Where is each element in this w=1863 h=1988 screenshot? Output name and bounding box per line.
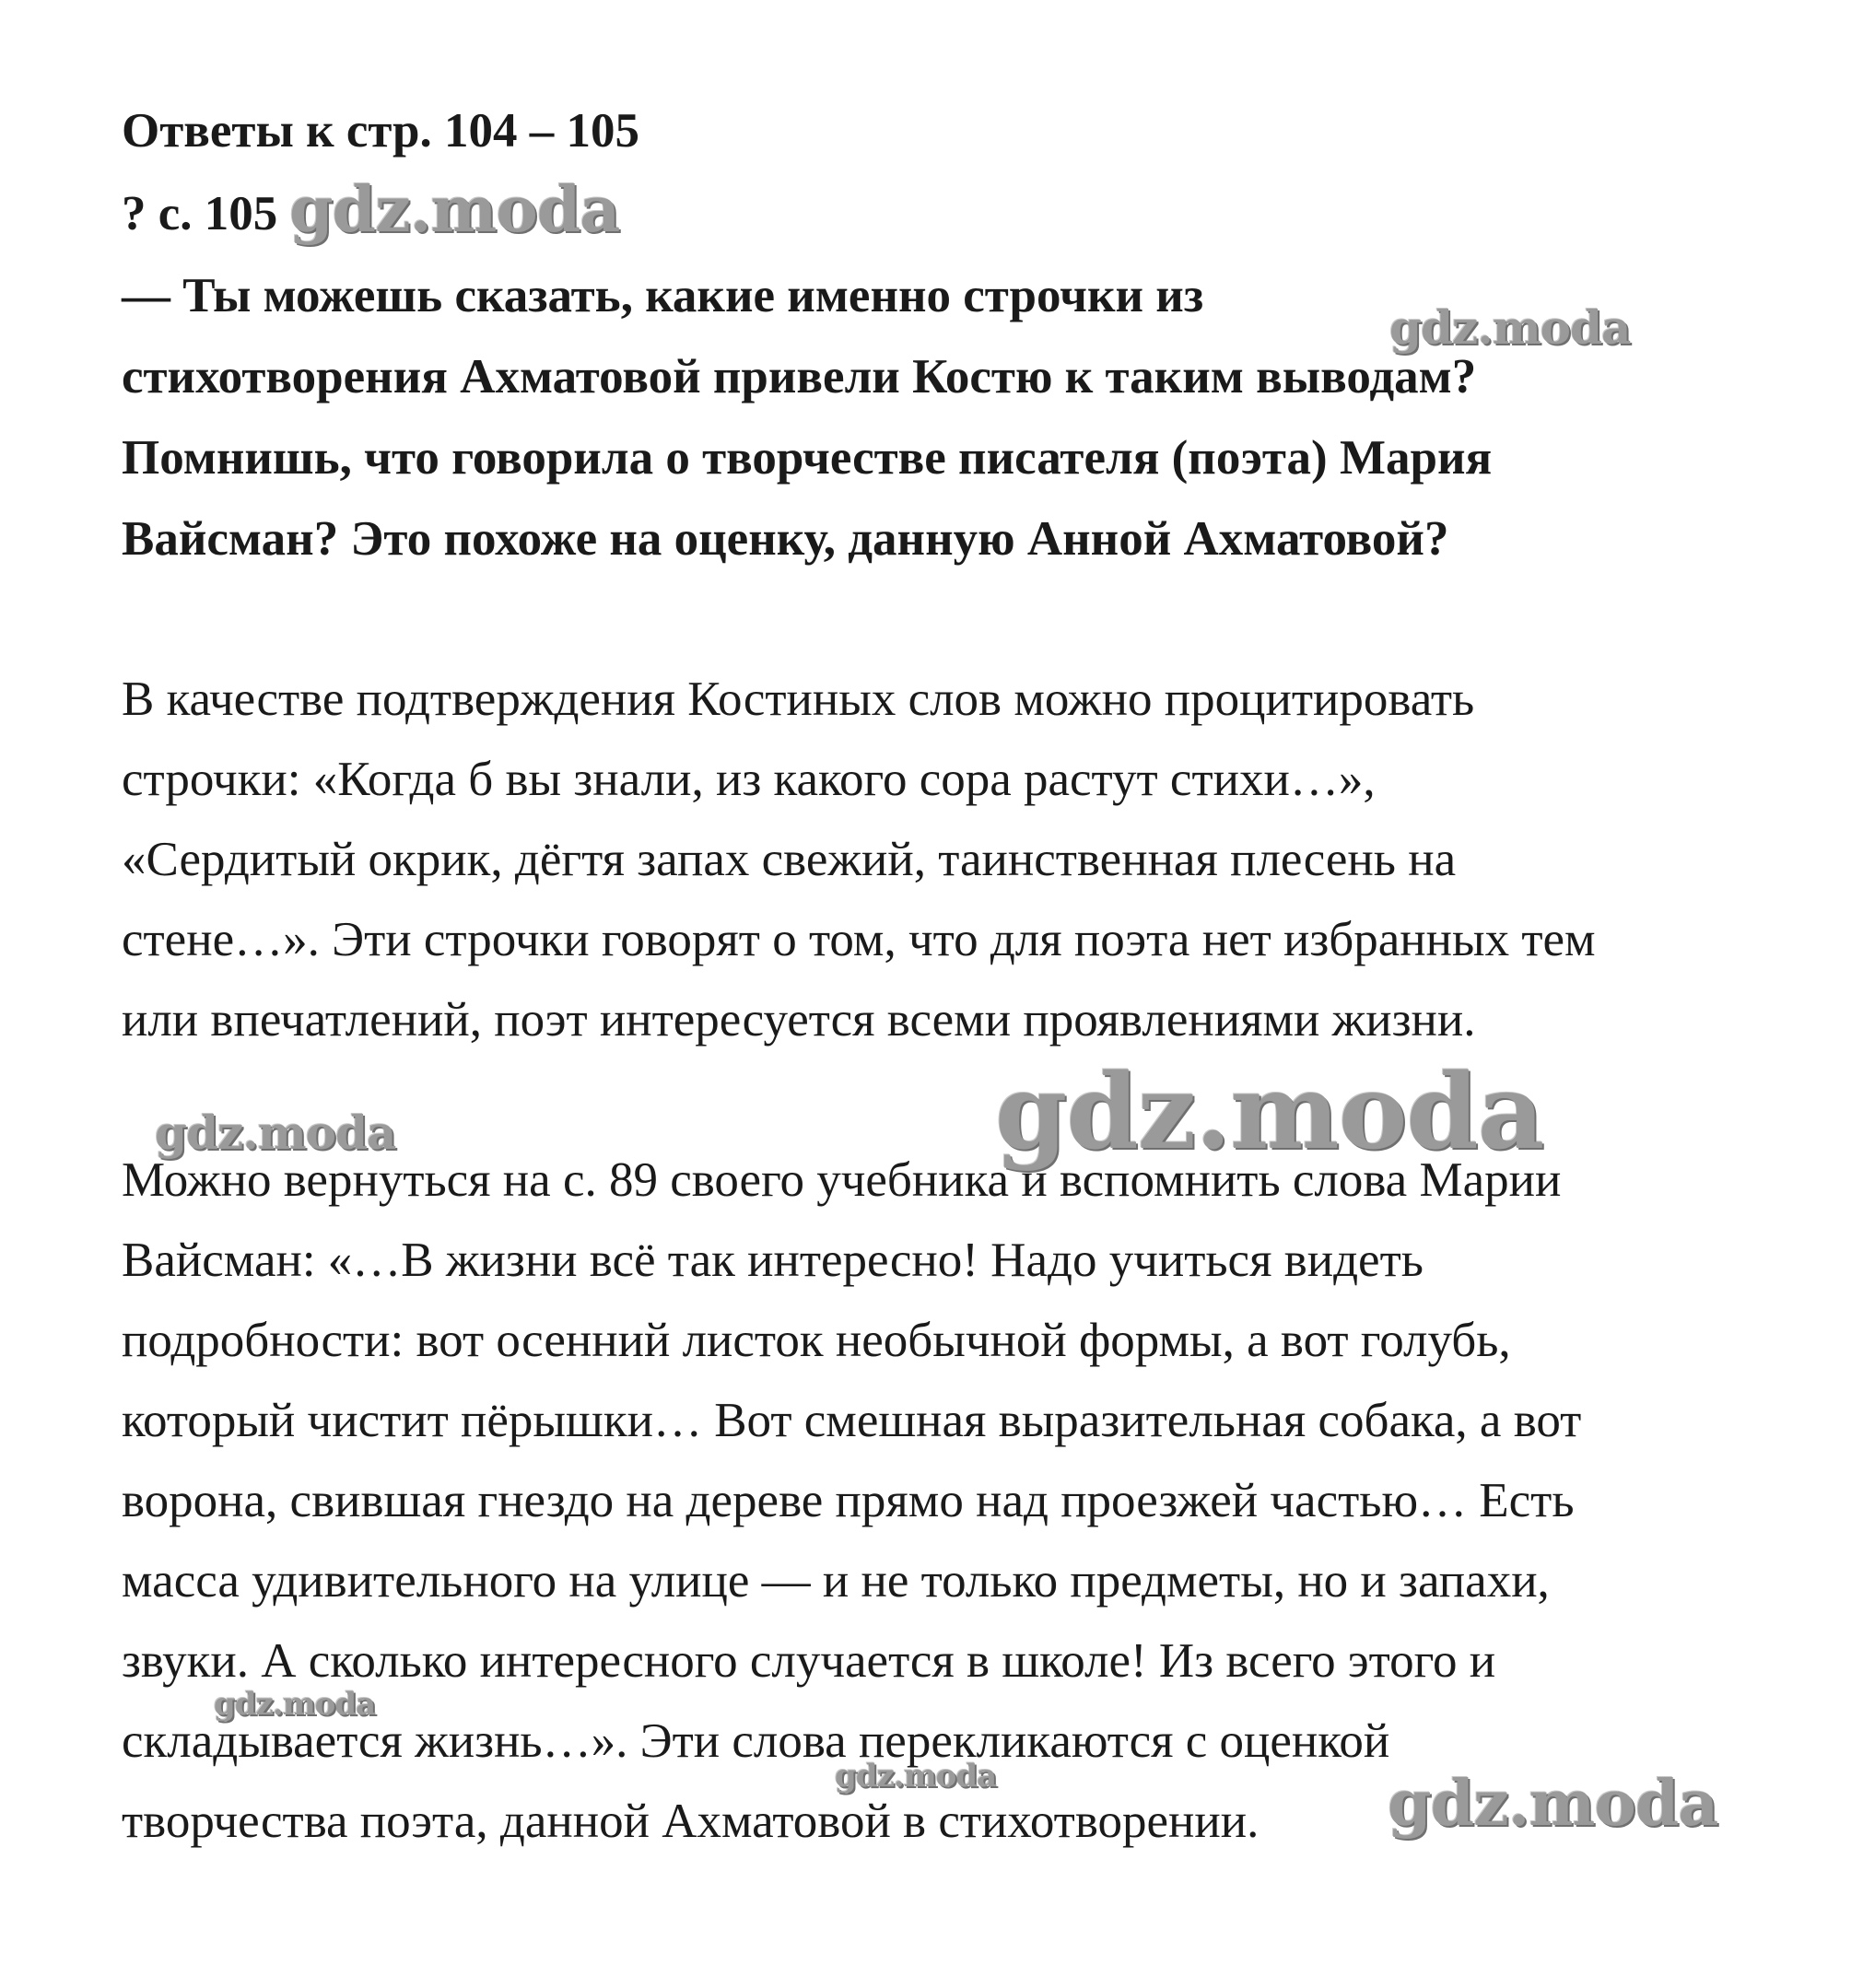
watermark-logo: gdz.moda xyxy=(155,1105,396,1160)
answer-line: звуки. А сколько интересного случается в школе! Из всего этого и xyxy=(122,1634,1496,1688)
answer-line: масса удивительного на улице — и не только предметы, но и запахи, xyxy=(122,1554,1550,1608)
answer-line: Вайсман: «…В жизни всё так интересно! Надо учиться видеть xyxy=(122,1234,1424,1287)
watermark-logo: gdz.moda xyxy=(214,1686,376,1723)
page-title: Ответы к стр. 104 – 105 xyxy=(122,104,640,158)
question-line: — Ты можешь сказать, какие именно строчки из xyxy=(122,269,1204,322)
answer-line: Можно вернуться на с. 89 своего учебника и вспомнить слова Марии xyxy=(122,1153,1562,1207)
answer-line: или впечатлений, поэт интересуется всеми проявлениями жизни. xyxy=(122,993,1476,1047)
answer-line: складывается жизнь…». Эти слова перекликаются с оценкой xyxy=(122,1714,1390,1768)
page-reference: ? с. 105 xyxy=(122,187,278,240)
watermark-logo: gdz.moda xyxy=(1389,300,1631,355)
watermark-logo: gdz.moda xyxy=(995,1052,1544,1173)
answer-line: «Сердитый окрик, дёгтя запах свежий, таинственная плесень на xyxy=(122,833,1457,886)
watermark-logo: gdz.moda xyxy=(835,1758,997,1795)
watermark-logo: gdz.moda xyxy=(1388,1767,1718,1841)
answer-line: который чистит пёрышки… Вот смешная выразительная собака, а вот xyxy=(122,1394,1582,1447)
question-line: Вайсман? Это похоже на оценку, данную Анной Ахматовой? xyxy=(122,512,1449,566)
answer-line: строчки: «Когда б вы знали, из какого сора растут стихи…», xyxy=(122,753,1376,806)
answer-line: ворона, свившая гнездо на дереве прямо над проезжей частью… Есть xyxy=(122,1474,1575,1527)
answer-line: творчества поэта, данной Ахматовой в стихотворении. xyxy=(122,1795,1260,1848)
question-line: стихотворения Ахматовой привели Костю к таким выводам? xyxy=(122,350,1477,403)
answer-line: В качестве подтверждения Костиных слов можно процитировать xyxy=(122,672,1475,726)
answer-line: подробности: вот осенний листок необычной формы, а вот голубь, xyxy=(122,1314,1511,1367)
watermark-logo: gdz.moda xyxy=(289,173,620,247)
answer-line: стене…». Эти строчки говорят о том, что для поэта нет избранных тем xyxy=(122,913,1596,966)
question-line: Помнишь, что говорила о творчестве писателя (поэта) Мария xyxy=(122,431,1493,485)
